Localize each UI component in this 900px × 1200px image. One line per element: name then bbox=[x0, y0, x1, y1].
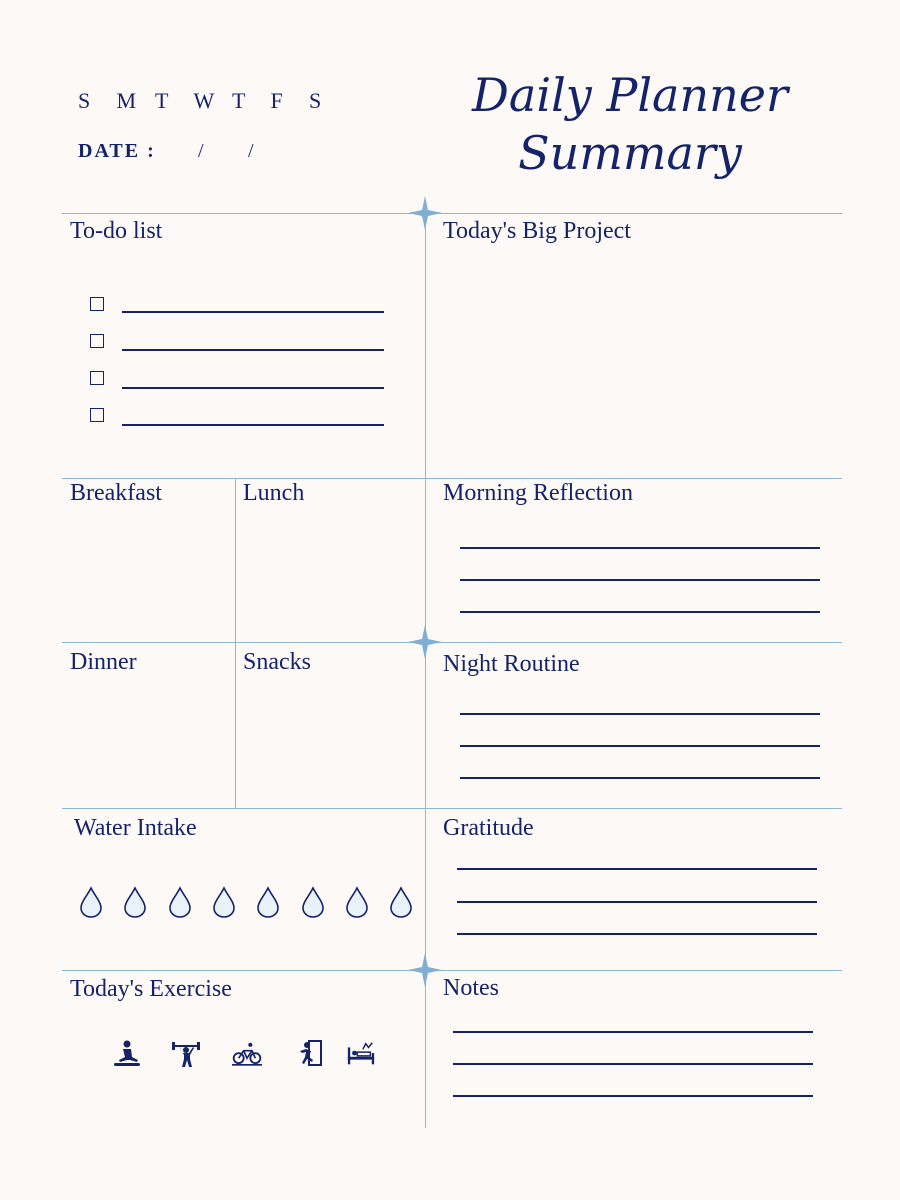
cycling-icon[interactable] bbox=[232, 1039, 262, 1069]
weekday-tue[interactable]: T bbox=[155, 88, 169, 113]
date-label: DATE : bbox=[78, 140, 156, 162]
notes-heading: Notes bbox=[443, 975, 499, 1001]
todo-line[interactable] bbox=[122, 424, 384, 426]
todo-line[interactable] bbox=[122, 311, 384, 313]
todo-line[interactable] bbox=[122, 387, 384, 389]
writing-line[interactable] bbox=[460, 611, 820, 613]
water-drop-icon[interactable] bbox=[79, 886, 103, 918]
big-project-heading: Today's Big Project bbox=[443, 218, 631, 244]
weekday-mon[interactable]: M bbox=[116, 88, 137, 113]
title-line-2: Summary bbox=[518, 126, 742, 180]
water-drop-icon[interactable] bbox=[256, 886, 280, 918]
date-separator: / bbox=[198, 140, 206, 162]
date-separator: / bbox=[248, 140, 256, 162]
todo-checkbox[interactable] bbox=[90, 371, 104, 385]
divider bbox=[62, 808, 842, 809]
writing-line[interactable] bbox=[457, 901, 817, 903]
water-drop-icon[interactable] bbox=[123, 886, 147, 918]
water-drop-icon[interactable] bbox=[212, 886, 236, 918]
night-routine-heading: Night Routine bbox=[443, 651, 580, 677]
breakfast-heading: Breakfast bbox=[70, 480, 162, 506]
rest-bed-icon[interactable] bbox=[346, 1039, 376, 1069]
gratitude-heading: Gratitude bbox=[443, 815, 534, 841]
water-intake-heading: Water Intake bbox=[74, 815, 197, 841]
writing-line[interactable] bbox=[453, 1063, 813, 1065]
todo-heading: To-do list bbox=[70, 218, 163, 244]
divider bbox=[62, 478, 842, 479]
dinner-heading: Dinner bbox=[70, 649, 137, 675]
water-drop-icon[interactable] bbox=[301, 886, 325, 918]
todo-line[interactable] bbox=[122, 349, 384, 351]
meditation-icon[interactable] bbox=[112, 1039, 142, 1069]
divider bbox=[62, 970, 842, 971]
water-drop-icon[interactable] bbox=[389, 886, 413, 918]
water-drop-icon[interactable] bbox=[168, 886, 192, 918]
exercise-heading: Today's Exercise bbox=[70, 976, 232, 1002]
date-field[interactable] bbox=[78, 140, 278, 166]
sparkle-star-icon bbox=[408, 625, 442, 659]
sparkle-star-icon bbox=[408, 953, 442, 987]
writing-line[interactable] bbox=[460, 777, 820, 779]
sparkle-star-icon bbox=[408, 196, 442, 230]
writing-line[interactable] bbox=[460, 547, 820, 549]
weekday-wed[interactable]: W bbox=[193, 88, 215, 113]
writing-line[interactable] bbox=[460, 713, 820, 715]
writing-line[interactable] bbox=[460, 745, 820, 747]
meal-divider bbox=[235, 478, 236, 808]
page-title bbox=[430, 66, 830, 182]
running-icon[interactable] bbox=[295, 1039, 325, 1069]
weekday-sat[interactable]: S bbox=[309, 88, 322, 113]
writing-line[interactable] bbox=[457, 868, 817, 870]
writing-line[interactable] bbox=[460, 579, 820, 581]
weekday-thu[interactable]: T bbox=[232, 88, 246, 113]
writing-line[interactable] bbox=[453, 1031, 813, 1033]
divider bbox=[62, 213, 842, 214]
weekday-selector bbox=[78, 88, 348, 114]
lunch-heading: Lunch bbox=[243, 480, 305, 506]
todo-checkbox[interactable] bbox=[90, 408, 104, 422]
writing-line[interactable] bbox=[453, 1095, 813, 1097]
snacks-heading: Snacks bbox=[243, 649, 311, 675]
morning-reflection-heading: Morning Reflection bbox=[443, 480, 633, 506]
divider bbox=[62, 642, 842, 643]
todo-checkbox[interactable] bbox=[90, 334, 104, 348]
weekday-fri[interactable]: F bbox=[270, 88, 283, 113]
title-line-1: Daily Planner bbox=[472, 68, 788, 122]
todo-checkbox[interactable] bbox=[90, 297, 104, 311]
center-divider bbox=[425, 213, 426, 1128]
weekday-sun[interactable]: S bbox=[78, 88, 91, 113]
water-drop-icon[interactable] bbox=[345, 886, 369, 918]
writing-line[interactable] bbox=[457, 933, 817, 935]
weightlifting-icon[interactable] bbox=[171, 1039, 201, 1069]
